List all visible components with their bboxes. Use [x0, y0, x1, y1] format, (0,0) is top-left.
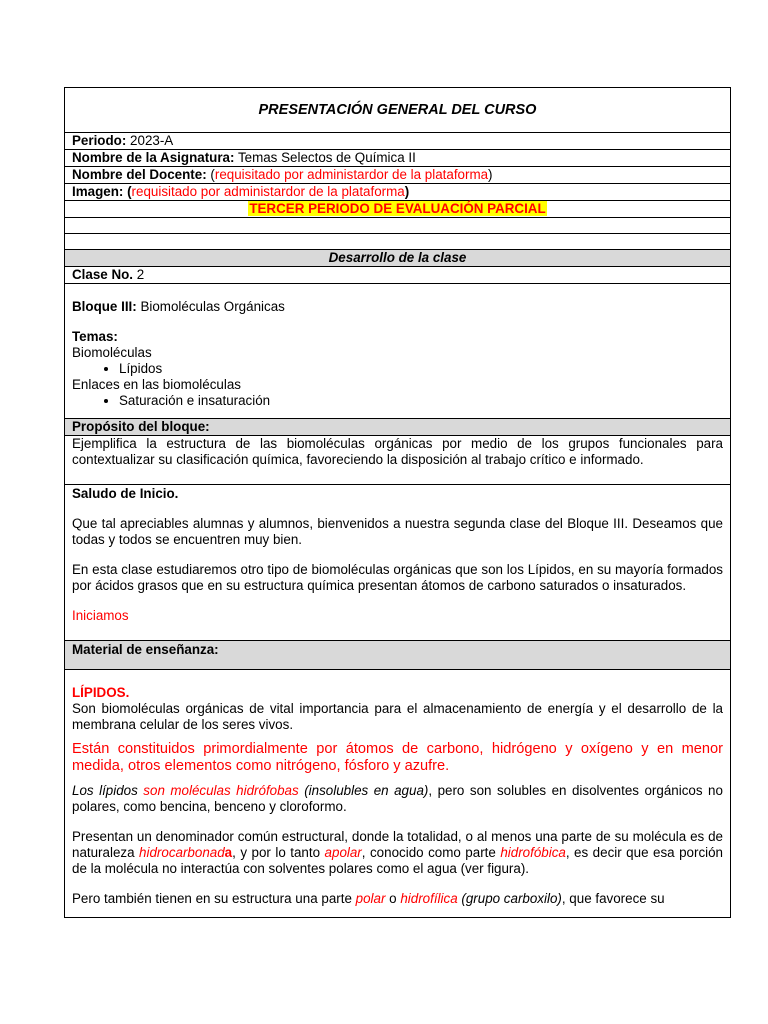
evaluation-period-row — [65, 201, 730, 218]
section-header-desarrollo — [65, 250, 730, 267]
p3-red-italic: son moléculas hidrófobas — [143, 783, 299, 798]
list-item: • Lípidos — [119, 361, 723, 377]
docente-paren-close: ) — [488, 167, 493, 182]
p5-hidrofilica: hidrofílica — [400, 891, 458, 906]
asignatura-row — [65, 150, 730, 167]
spacer — [72, 502, 723, 516]
p5-carboxilo: (grupo carboxilo) — [461, 891, 562, 906]
spacer — [72, 315, 723, 329]
p5-polar: polar — [355, 891, 386, 906]
section-header-proposito — [65, 419, 730, 436]
p5-text: , que favorece su — [561, 891, 665, 906]
tema-1-list — [72, 361, 723, 377]
bloque-temas-cell — [65, 284, 730, 419]
spacer — [72, 775, 723, 783]
clase-row — [65, 267, 730, 284]
course-presentation-table — [64, 87, 731, 918]
docente-value: requisitado por administardor de la plataforma — [214, 167, 489, 182]
material-cell — [65, 670, 730, 917]
imagen-paren-open: ( — [127, 184, 132, 199]
tema-2: Enlaces en las biomoléculas — [72, 377, 241, 392]
saludo-cell — [65, 485, 730, 641]
asignatura-label: Nombre de la Asignatura: — [72, 150, 235, 165]
tema-2-list — [72, 393, 723, 409]
saludo-p1: Que tal apreciables alumnas y alumnos, bienvenidos a nuestra segunda clase del Bloque III. Deseamos que todas y todos se encuentren muy bien. — [72, 516, 723, 547]
p4-a: a — [224, 845, 233, 860]
material-label: Material de enseñanza: — [72, 642, 219, 657]
p4-text: Presentan un denominador común estructural, donde la totalidad, o al menos una parte de su molécula es de naturaleza — [72, 829, 723, 860]
spacer — [72, 594, 723, 608]
docente-paren-open: ( — [210, 167, 215, 182]
spacer — [72, 815, 723, 829]
proposito-text: Ejemplifica la estructura de las biomoléculas orgánicas por medio de los grupos funcionales para contextualizar su clasificación química, favoreciendo la disposición al trabajo crítico e informado. — [72, 436, 723, 467]
p3-italic: Los lípidos — [72, 783, 138, 798]
imagen-value: requisitado por administardor de la plataforma — [131, 184, 405, 199]
p4-hidrofobica: hidrofóbica — [500, 845, 566, 860]
tema-1: Biomoléculas — [72, 345, 152, 360]
clase-label: Clase No. — [72, 267, 134, 282]
p4-hidrocarbonad: hidrocarbonad — [139, 845, 225, 860]
list-item: • Saturación e insaturación — [119, 393, 723, 409]
saludo-label: Saludo de Inicio. — [72, 486, 179, 501]
imagen-label: Imagen: — [72, 184, 124, 199]
material-p3 — [72, 783, 723, 815]
p4-text: , es decir que esa porción de la molécula no interactúa con solventes polares como el agua (ver figura). — [72, 845, 724, 876]
empty-row-2 — [65, 234, 730, 250]
clase-value: 2 — [136, 267, 145, 282]
proposito-cell — [65, 436, 730, 485]
bloque-label: Bloque III: — [72, 299, 137, 314]
bloque-line — [72, 299, 723, 315]
spacer — [72, 733, 723, 741]
material-p5 — [72, 891, 723, 909]
saludo-p2: En esta clase estudiaremos otro tipo de biomoléculas orgánicas que son los Lípidos, en su mayoría formados por ácidos grasos que en su estructura química presentan átomos de carbono saturados o insaturados. — [72, 562, 723, 593]
material-p2: Están constituidos primordialmente por átomos de carbono, hidrógeno y oxígeno y en menor medida, otros elementos como nitrógeno, fósforo y azufre. — [72, 741, 723, 774]
p3-rest: , pero son solubles en disolventes orgánicos no polares, como bencina, benceno y cloroformo. — [72, 783, 723, 814]
spacer — [72, 548, 723, 562]
section-header-material — [65, 641, 730, 670]
periodo-value: 2023-A — [130, 133, 174, 148]
proposito-label: Propósito del bloque: — [72, 419, 210, 434]
desarrollo-title: Desarrollo de la clase — [328, 250, 467, 265]
bloque-value: Biomoléculas Orgánicas — [140, 299, 285, 314]
evaluation-period-banner: TERCER PERIODO DE EVALUACIÓN PARCIAL — [249, 201, 546, 216]
p5-text: o — [389, 891, 397, 906]
empty-row-1 — [65, 218, 730, 234]
docente-row — [65, 167, 730, 184]
p4-text: , y por lo tanto — [232, 845, 321, 860]
periodo-label: Periodo: — [72, 133, 127, 148]
spacer — [72, 877, 723, 891]
imagen-paren-close: ) — [404, 184, 410, 199]
saludo-p3: Iniciamos — [72, 608, 129, 623]
docente-label: Nombre del Docente: — [72, 167, 207, 182]
material-p1: Son biomoléculas orgánicas de vital importancia para el almacenamiento de energía y el desarrollo de la membrana celular de los seres vivos. — [72, 701, 723, 732]
p4-text: , conocido como parte — [361, 845, 496, 860]
temas-label: Temas: — [72, 329, 118, 344]
page-title: PRESENTACIÓN GENERAL DEL CURSO — [258, 102, 537, 118]
title-row — [65, 88, 730, 133]
p4-apolar: apolar — [324, 845, 362, 860]
p3-paren: (insolubles en agua) — [304, 783, 429, 798]
p5-text: Pero también tienen en su estructura una parte — [72, 891, 352, 906]
imagen-row — [65, 184, 730, 201]
asignatura-value: Temas Selectos de Química II — [237, 150, 416, 165]
periodo-row — [65, 133, 730, 150]
lipidos-heading: LÍPIDOS. — [72, 685, 130, 700]
material-p4 — [72, 829, 723, 877]
